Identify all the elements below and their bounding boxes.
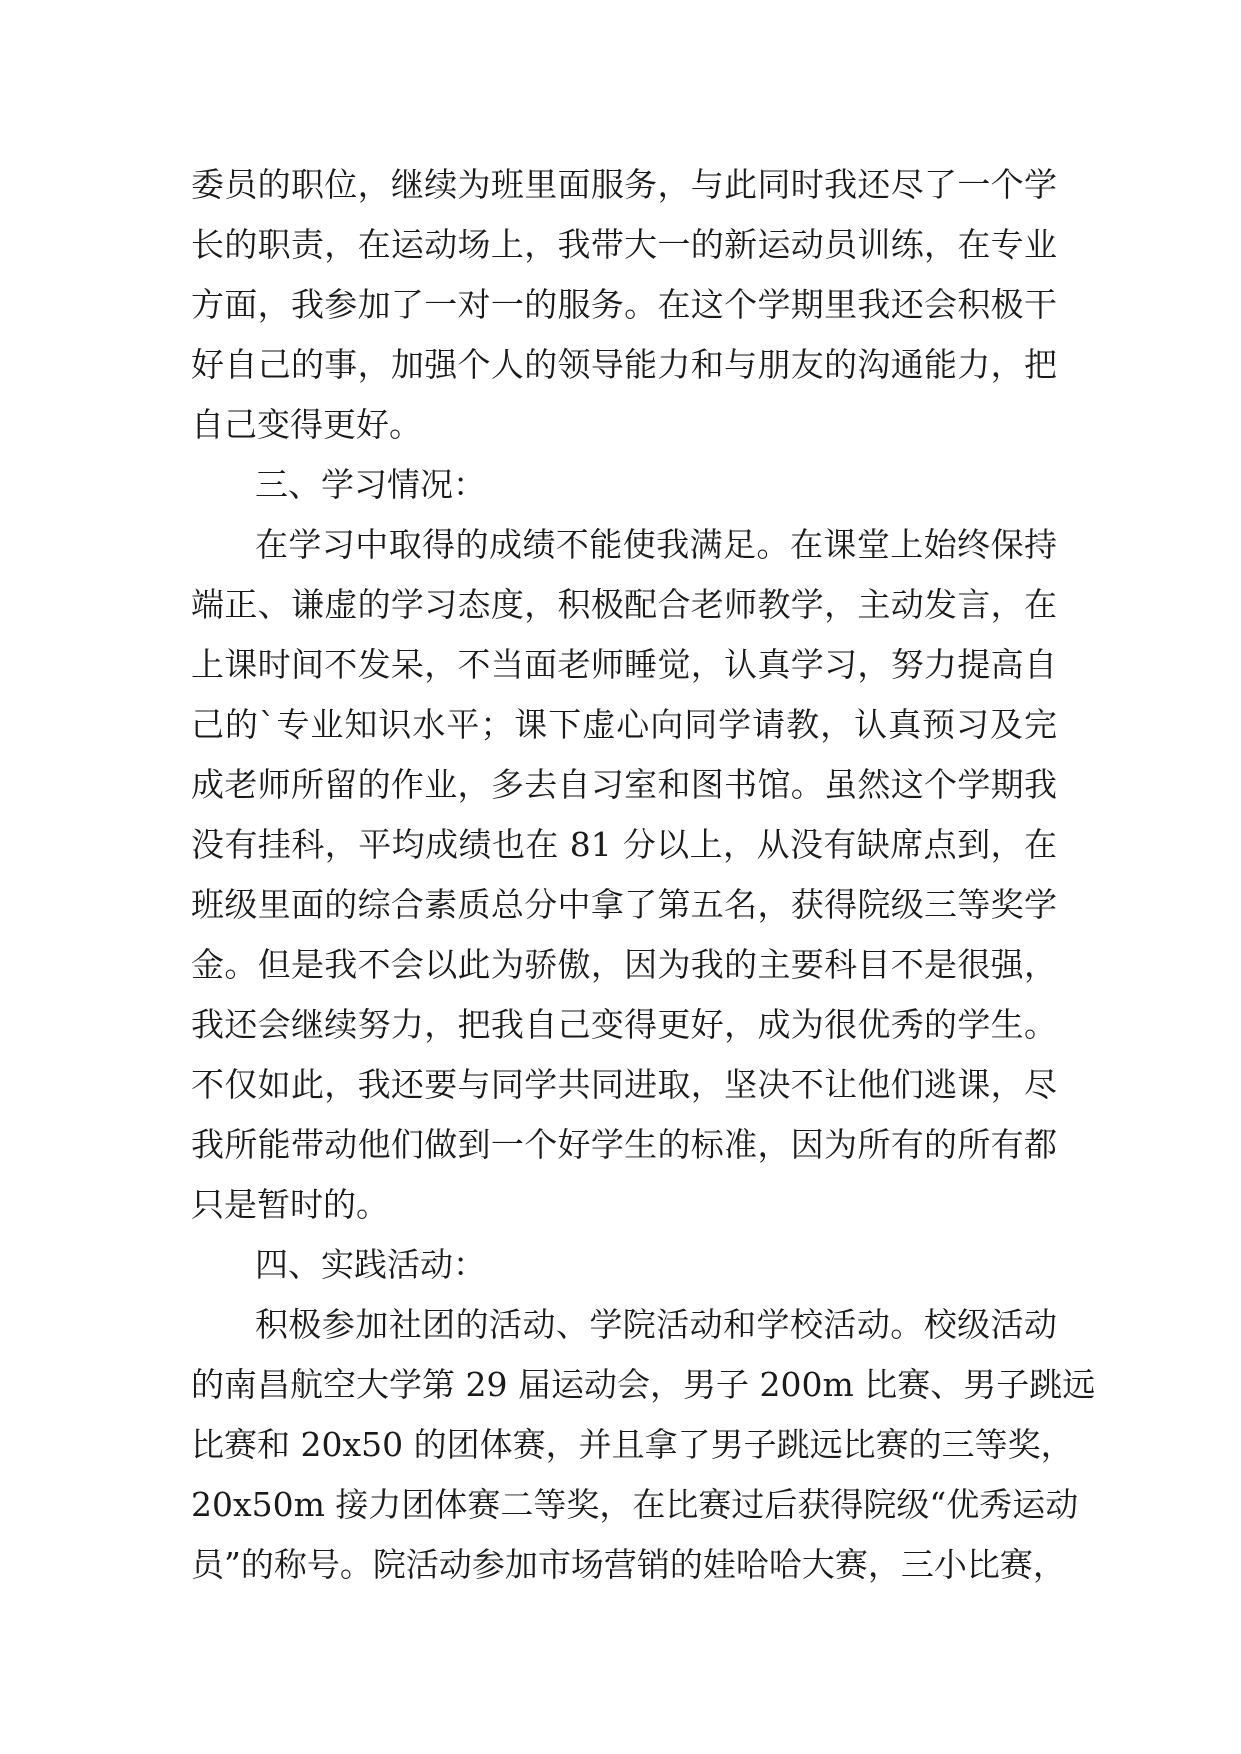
paragraph-line: 上课时间不发呆，不当面老师睡觉，认真学习，努力提高自 — [191, 645, 1057, 684]
section-heading: 四、实践活动： — [255, 1245, 486, 1284]
section-heading: 三、学习情况： — [255, 465, 486, 504]
paragraph-line: 不仅如此，我还要与同学共同进取，坚决不让他们逃课，尽 — [191, 1065, 1057, 1104]
paragraph-line: 20x50m 接力团体赛二等奖，在比赛过后获得院级“优秀运动 — [191, 1485, 1079, 1524]
paragraph-line: 成老师所留的作业，多去自习室和图书馆。虽然这个学期我 — [191, 765, 1057, 804]
paragraph-line: 积极参加社团的活动、学院活动和学校活动。校级活动 — [255, 1305, 1057, 1344]
paragraph-line: 端正、谦虚的学习态度，积极配合老师教学，主动发言，在 — [191, 585, 1057, 624]
paragraph-line: 自己变得更好。 — [191, 405, 422, 444]
paragraph-line: 方面，我参加了一对一的服务。在这个学期里我还会积极干 — [191, 285, 1057, 324]
paragraph-line: 只是暂时的。 — [191, 1185, 389, 1224]
paragraph-line: 的南昌航空大学第 29 届运动会，男子 200m 比赛、男子跳远 — [191, 1365, 1096, 1404]
paragraph-line: 班级里面的综合素质总分中拿了第五名，获得院级三等奖学 — [191, 885, 1057, 924]
paragraph-line: 我还会继续努力，把我自己变得更好，成为很优秀的学生。 — [191, 1005, 1057, 1044]
paragraph-line: 员”的称号。院活动参加市场营销的娃哈哈大赛，三小比赛， — [191, 1545, 1066, 1584]
paragraph-line: 好自己的事，加强个人的领导能力和与朋友的沟通能力，把 — [191, 345, 1057, 384]
paragraph-line: 己的`专业知识水平；课下虚心向同学请教，认真预习及完 — [191, 705, 1057, 744]
paragraph-line: 长的职责，在运动场上，我带大一的新运动员训练，在专业 — [191, 225, 1057, 264]
paragraph-line: 没有挂科，平均成绩也在 81 分以上，从没有缺席点到，在 — [191, 825, 1057, 864]
document-body — [191, 155, 1096, 1595]
paragraph-line: 委员的职位，继续为班里面服务，与此同时我还尽了一个学 — [191, 165, 1057, 204]
paragraph-line: 比赛和 20x50 的团体赛，并且拿了男子跳远比赛的三等奖， — [191, 1425, 1074, 1464]
paragraph-line: 金。但是我不会以此为骄傲，因为我的主要科目不是很强， — [191, 945, 1057, 984]
paragraph-line: 在学习中取得的成绩不能使我满足。在课堂上始终保持 — [255, 525, 1057, 564]
paragraph-line: 我所能带动他们做到一个好学生的标准，因为所有的所有都 — [191, 1125, 1057, 1164]
